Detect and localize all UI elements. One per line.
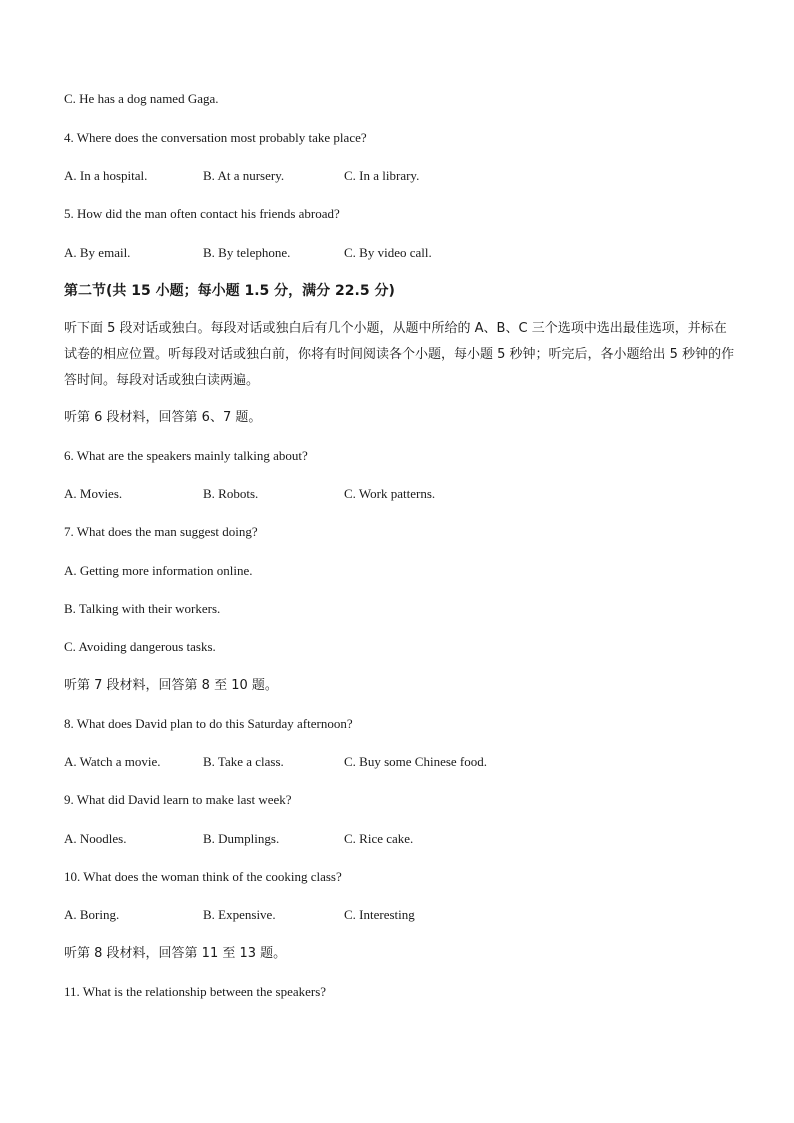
question-9-option-a: A. Noodles.	[64, 831, 127, 846]
question-11-text: 11. What is the relationship between the speakers?	[64, 984, 327, 999]
question-7-option-c: C. Avoiding dangerous tasks.	[64, 639, 216, 654]
question-5-option-c: C. By video call.	[344, 245, 432, 260]
question-4-option-b: B. At a nursery.	[203, 168, 285, 183]
question-6-option-b: B. Robots.	[203, 486, 259, 501]
question-9-option-b: B. Dumplings.	[203, 831, 280, 846]
question-10-option-b: B. Expensive.	[203, 907, 276, 922]
question-9-text: 9. What did David learn to make last week?	[64, 792, 292, 807]
question-5-text: 5. How did the man often contact his friends abroad?	[64, 206, 340, 221]
material-6-intro: 听第 6 段材料，回答第 6、7 题。	[64, 410, 262, 425]
question-8-option-b: B. Take a class.	[203, 754, 284, 769]
section-2-heading: 第二节(共 15 小题；每小题 1.5 分，满分 22.5 分)	[64, 283, 395, 299]
question-8-text: 8. What does David plan to do this Saturday afternoon?	[64, 716, 353, 731]
question-4-text: 4. Where does the conversation most probably take place?	[64, 130, 367, 145]
question-4-option-c: C. In a library.	[344, 168, 420, 183]
section-2-instructions: 听下面 5 段对话或独白。每段对话或独白后有几个小题，从题中所给的 A、B、C 三个选项中选出最佳选项，并标在试卷的相应位置。听每段对话或独白前，你将有时间阅读各个小题，每小题 5 秒钟；听完后，各小题给出 5 秒钟的作答时间。每段对话或独白读两遍。	[64, 321, 735, 388]
material-8-intro: 听第 8 段材料，回答第 11 至 13 题。	[64, 946, 287, 961]
question-5-option-a: A. By email.	[64, 245, 131, 260]
material-7-intro: 听第 7 段材料，回答第 8 至 10 题。	[64, 678, 278, 693]
question-10-option-a: A. Boring.	[64, 907, 120, 922]
question-8-option-a: A. Watch a movie.	[64, 754, 161, 769]
question-6-option-c: C. Work patterns.	[344, 486, 436, 501]
question-10-text: 10. What does the woman think of the cooking class?	[64, 869, 342, 884]
question-7-option-b: B. Talking with their workers.	[64, 601, 221, 616]
question-3-option-c: C. He has a dog named Gaga.	[64, 91, 219, 106]
question-4-option-a: A. In a hospital.	[64, 168, 148, 183]
question-10-option-c: C. Interesting	[344, 907, 415, 922]
question-5-option-b: B. By telephone.	[203, 245, 291, 260]
question-9-option-c: C. Rice cake.	[344, 831, 414, 846]
question-6-option-a: A. Movies.	[64, 486, 123, 501]
question-7-option-a: A. Getting more information online.	[64, 563, 253, 578]
question-8-option-c: C. Buy some Chinese food.	[344, 754, 487, 769]
question-7-text: 7. What does the man suggest doing?	[64, 524, 258, 539]
question-6-text: 6. What are the speakers mainly talking about?	[64, 448, 308, 463]
